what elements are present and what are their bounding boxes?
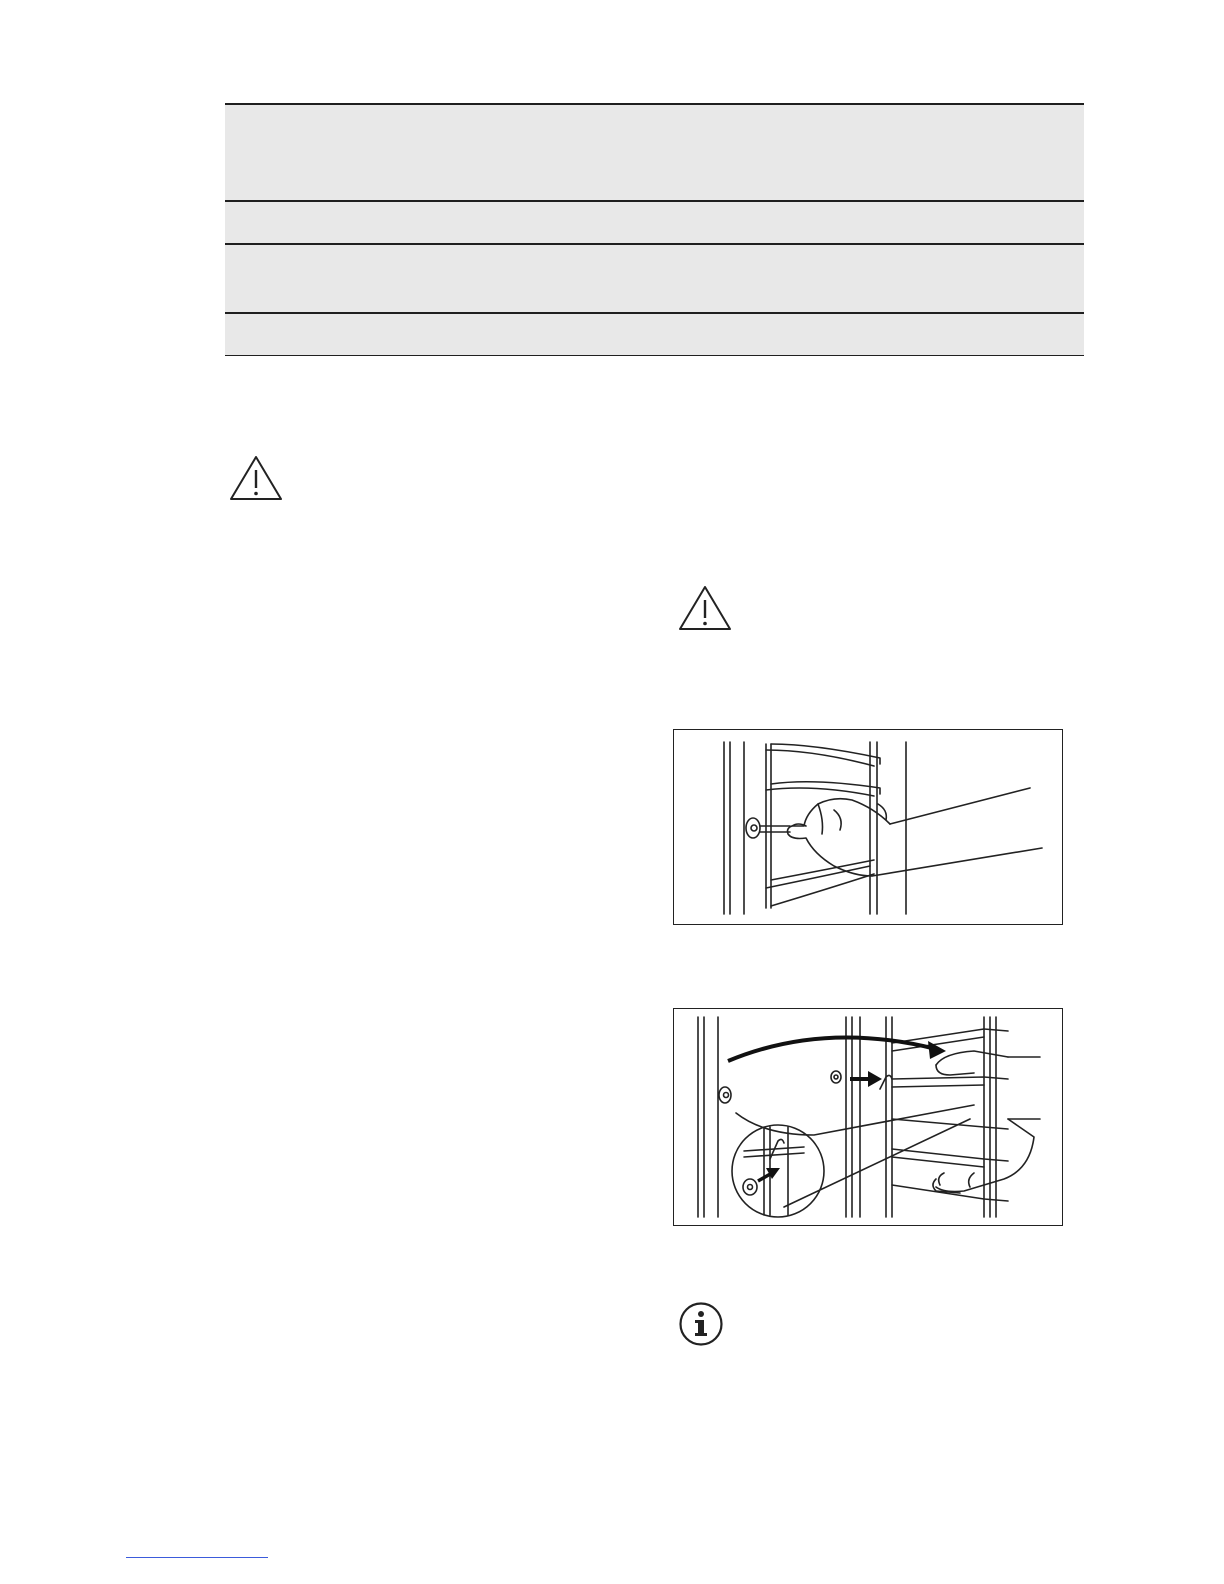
figure-install-shelf-support — [673, 1008, 1063, 1226]
table-bottom-rule — [225, 355, 1084, 356]
figure-remove-shelf-support — [673, 729, 1063, 925]
warning-triangle-icon — [677, 584, 733, 632]
information-icon — [678, 1301, 724, 1347]
table-row — [225, 312, 1084, 356]
warning-triangle-icon — [228, 454, 284, 502]
table-row — [225, 243, 1084, 313]
table-row — [225, 103, 1084, 201]
installing-shelf-support-illustration — [674, 1009, 1062, 1225]
table-row — [225, 200, 1084, 244]
footer-link[interactable] — [126, 1557, 268, 1558]
hand-removing-shelf-support-illustration — [674, 730, 1062, 924]
